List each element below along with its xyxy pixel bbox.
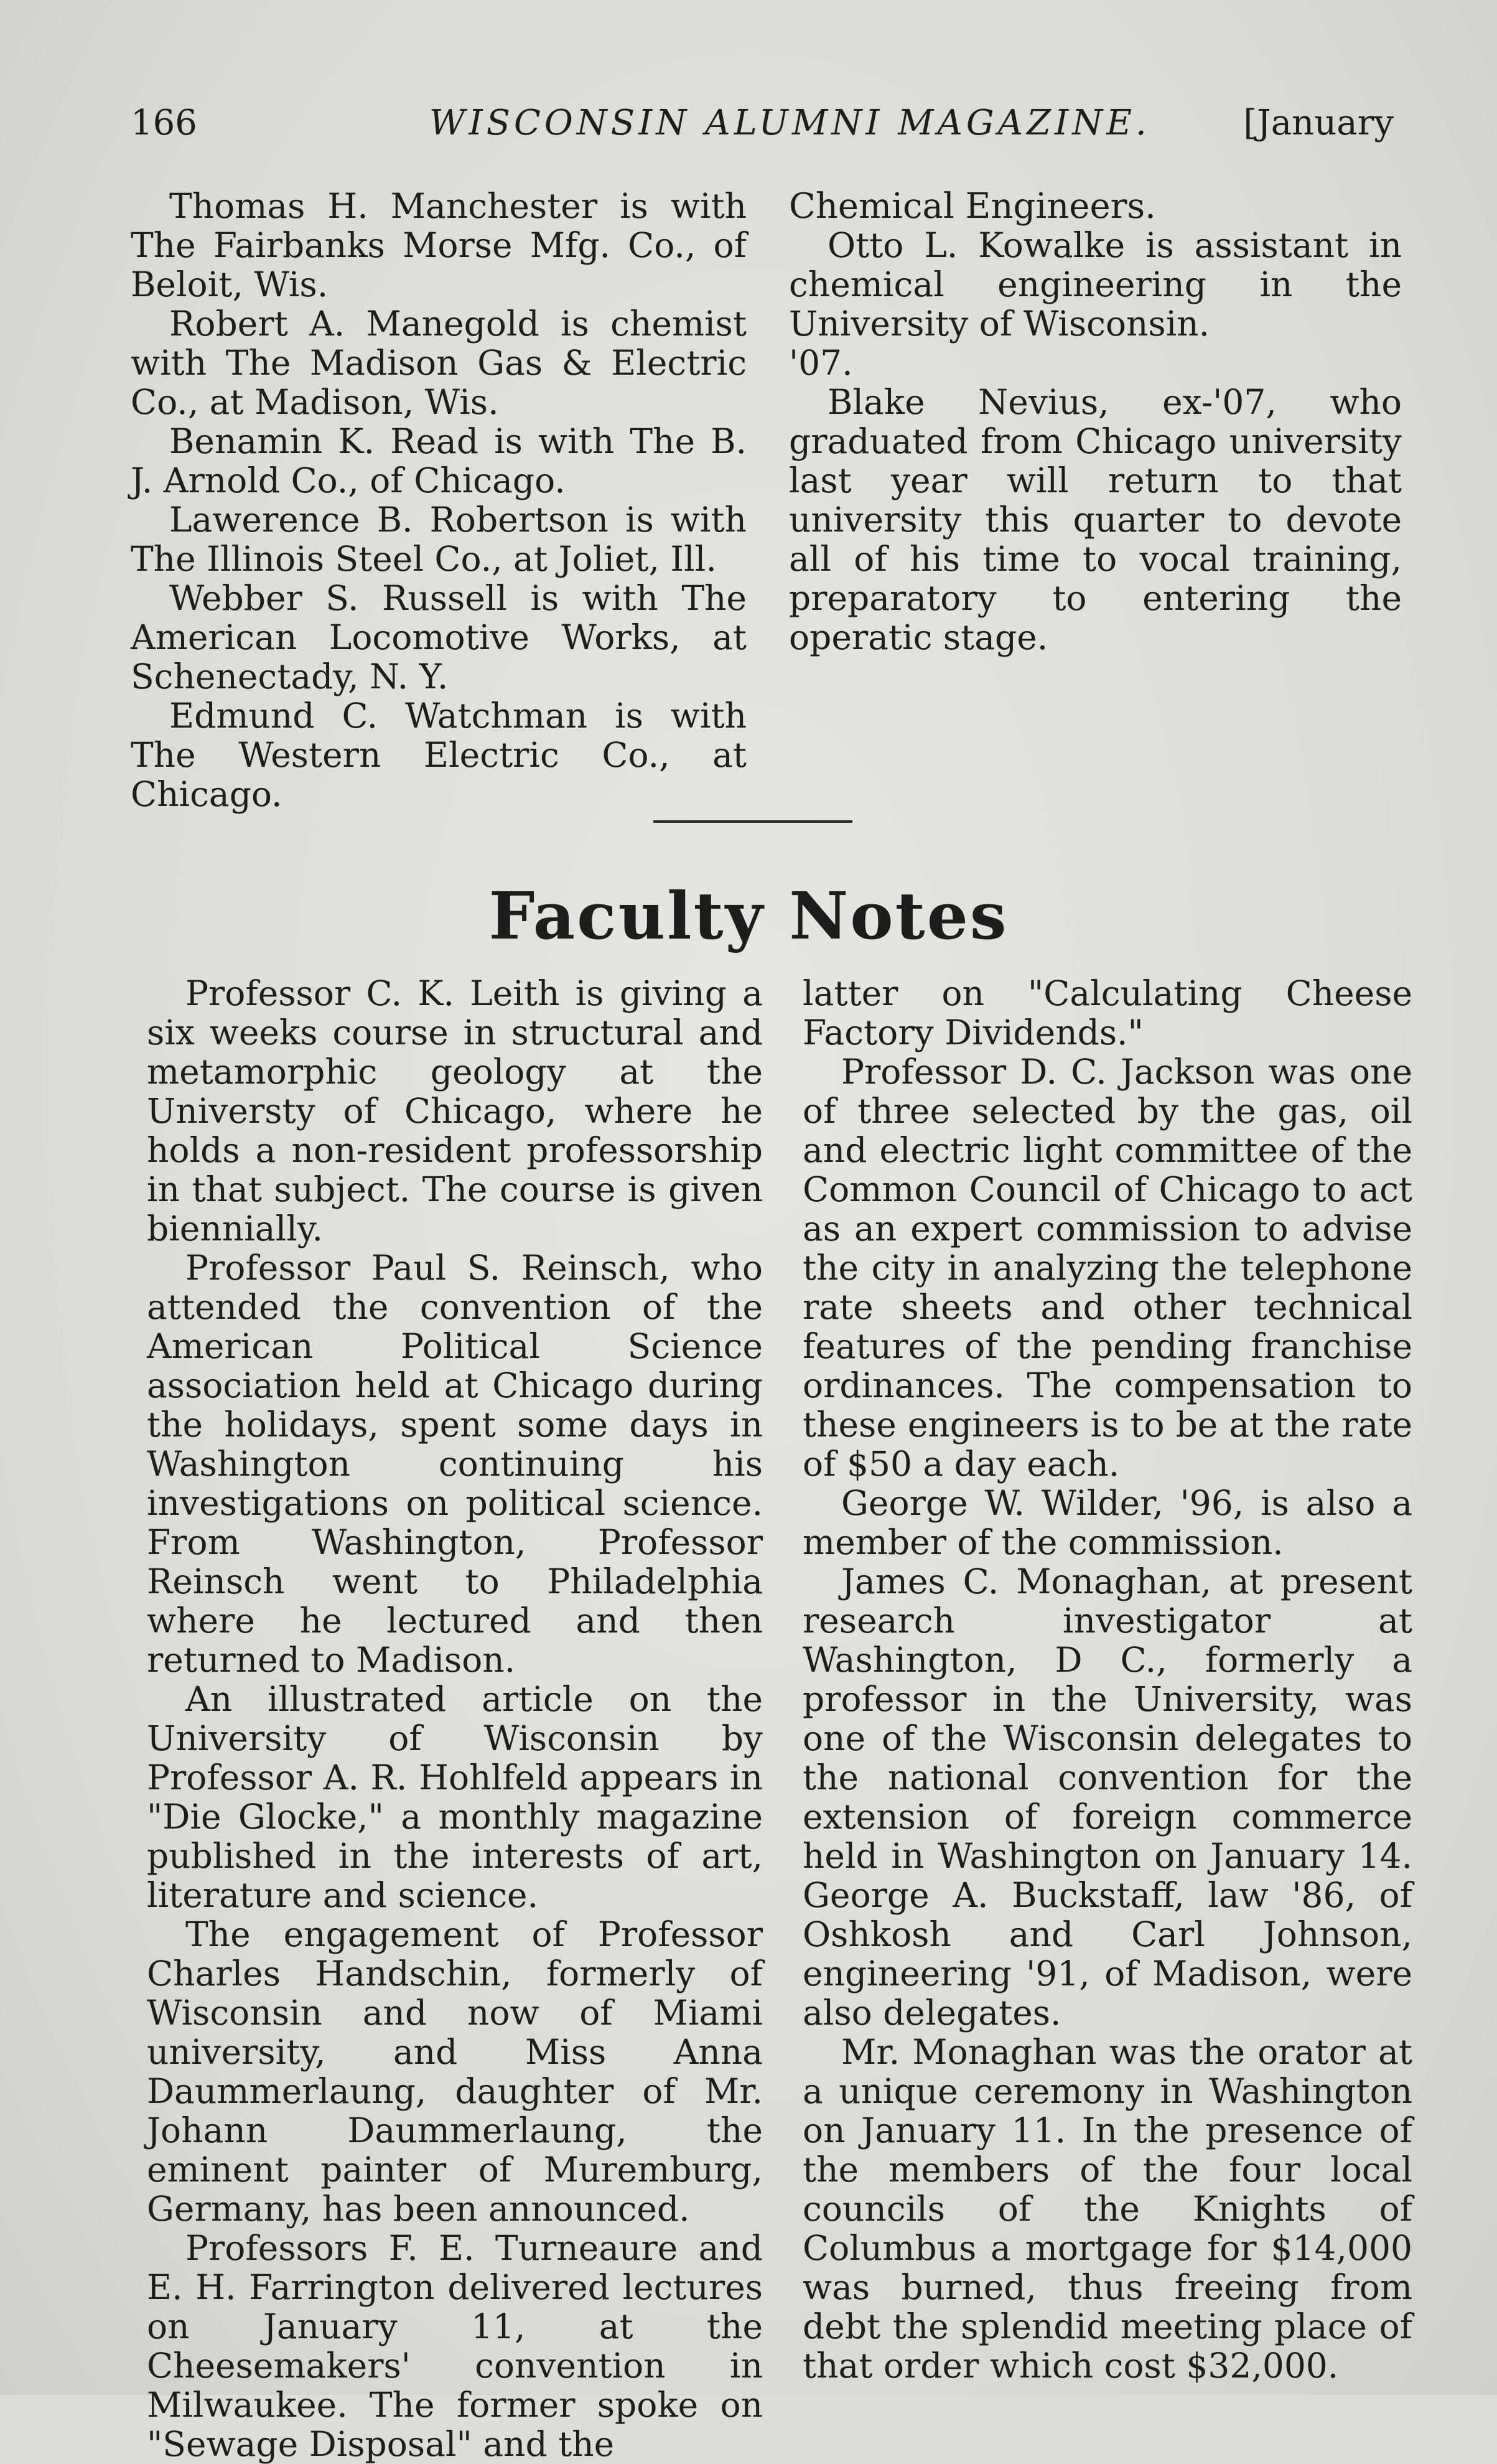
alumni-notes-right-column xyxy=(789,187,1402,657)
faculty-note-paragraph: The engagement of Professor Charles Handschin, formerly of Wisconsin and now of Miami university, and Miss Anna Daummerlaung, daughter of Mr. Johann Daummerlaung, the eminent painter of Muremburg, Germany, has been announced. xyxy=(147,1914,763,2229)
magazine-title: WISCONSIN ALUMNI MAGAZINE. xyxy=(429,103,1150,143)
issue-month: [January xyxy=(1243,103,1394,143)
faculty-note-paragraph: Professor Paul S. Reinsch, who attended the convention of the American Political Science association held at Chicago during the holidays, spent some days in Washington continuing his investigations on political science. From Washington, Professor Reinsch went to Philadelphia where he lectured and then returned to Madison. xyxy=(147,1248,763,1680)
chemical-engineers-heading: Chemical Engineers. xyxy=(789,186,1156,227)
page-header xyxy=(131,103,1394,159)
alumni-note-paragraph: Benamin K. Read is with The B. J. Arnold Co., of Chicago. xyxy=(131,421,747,500)
alumni-note-paragraph: Lawerence B. Robertson is with The Illinois Steel Co., at Joliet, Ill. xyxy=(131,500,747,579)
faculty-note-continuation: latter on "Calculating Cheese Factory Dividends." xyxy=(803,973,1412,1052)
class-year-heading: '07. xyxy=(789,343,853,383)
section-divider xyxy=(653,820,852,823)
alumni-note-paragraph: Edmund C. Watchman is with The Western Electric Co., at Chicago. xyxy=(131,696,747,814)
faculty-note-paragraph: Professor C. K. Leith is giving a six weeks course in structural and metamorphic geology at the Universty of Chicago, where he holds a non-resident professorship in that subject. The course is given biennially. xyxy=(147,973,763,1248)
alumni-note-paragraph: Robert A. Manegold is chemist with The Madison Gas & Electric Co., at Madison, Wis. xyxy=(131,304,747,422)
alumni-note-paragraph: Thomas H. Manchester is with The Fairbanks Morse Mfg. Co., of Beloit, Wis. xyxy=(131,186,747,304)
faculty-note-paragraph: Professor D. C. Jackson was one of three selected by the gas, oil and electric light committee of the Common Council of Chicago to act as an expert commission to advise the city in analyzing the telephone rate sheets and other technical features of the pending franchise ordinances. The compensation to these engineers is to be at the rate of $50 a day each. xyxy=(803,1052,1412,1484)
faculty-note-paragraph: James C. Monaghan, at present research investigator at Washington, D C., formerly a professor in the University, was one of the Wisconsin delegates to the national convention for the extension of foreign commerce held in Washington on January 14. George A. Buckstaff, law '86, of Oshkosh and Carl Johnson, engineering '91, of Madison, were also delegates. xyxy=(803,1562,1412,2033)
faculty-notes-left-column xyxy=(147,974,763,2464)
faculty-note-paragraph: Mr. Monaghan was the orator at a unique ceremony in Washington on January 11. In the presence of the members of the four local councils of the Knights of Columbus a mortgage for $14,000 was burned, thus freeing from debt the splendid meeting place of that order which cost $32,000. xyxy=(803,2032,1412,2386)
faculty-notes-title: Faculty Notes xyxy=(488,878,1009,954)
kowalke-paragraph: Otto L. Kowalke is assistant in chemical engineering in the University of Wisconsin. xyxy=(789,225,1402,344)
faculty-note-paragraph: An illustrated article on the University of Wisconsin by Professor A. R. Hohlfeld appears in "Die Glocke," a monthly magazine published in the interests of art, literature and science. xyxy=(147,1679,763,1915)
faculty-note-paragraph: Professors F. E. Turneaure and E. H. Farrington delivered lectures on January 11, at the Cheesemakers' convention in Milwaukee. The former spoke on "Sewage Disposal" and the xyxy=(147,2228,763,2464)
alumni-note-paragraph: Webber S. Russell is with The American Locomotive Works, at Schenectady, N. Y. xyxy=(131,578,747,696)
alumni-notes-left-column xyxy=(131,187,747,814)
faculty-note-paragraph: George W. Wilder, '96, is also a member of the commission. xyxy=(803,1483,1412,1562)
nevius-paragraph: Blake Nevius, ex-'07, who graduated from Chicago university last year will return to that university this quarter to devote all of his time to vocal training, preparatory to entering the operatic stage. xyxy=(789,382,1402,657)
page-number: 166 xyxy=(131,103,197,143)
faculty-notes-right-column xyxy=(803,974,1412,2386)
